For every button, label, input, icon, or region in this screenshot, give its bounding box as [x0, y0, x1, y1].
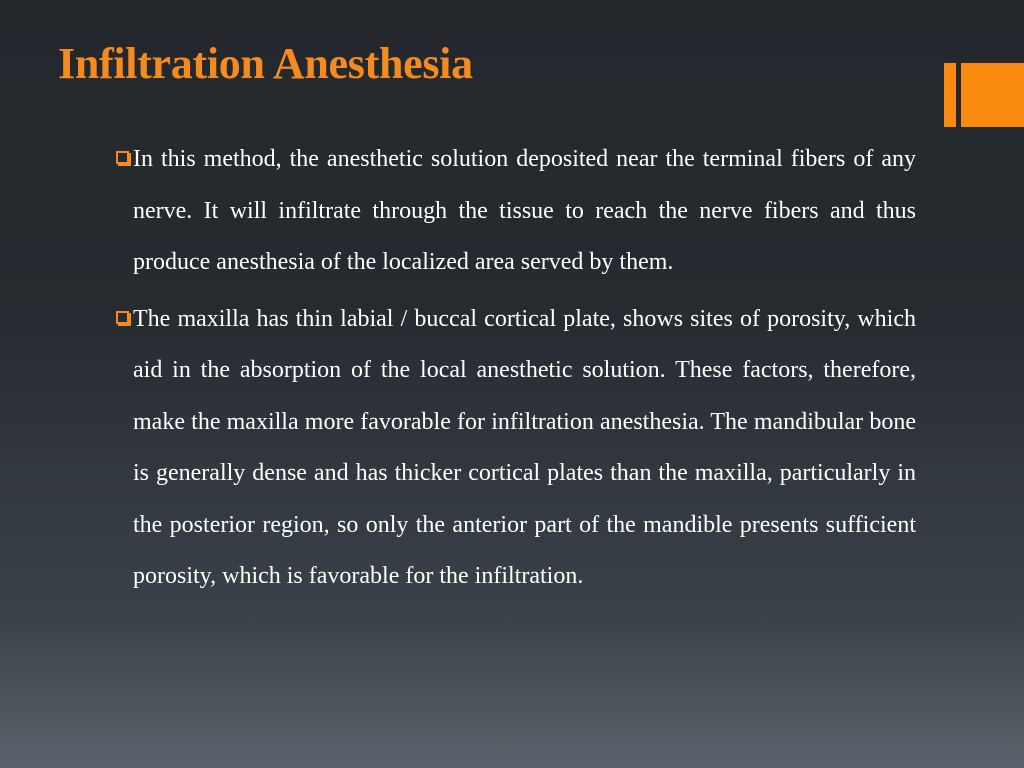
bullet-item-1 [115, 134, 916, 289]
bullet-text-2: The maxilla has thin labial / buccal cortical plate, shows sites of porosity, which aid in the absorption of the local anesthetic solution. These factors, therefore, make the maxilla more favorable for infiltration anesthesia. The mandibular bone is generally dense and has thicker cortical plates than the maxilla, particularly in the posterior region, so only the anterior part of the mandible presents sufficient porosity, which is favorable for the infiltration. [133, 305, 916, 589]
slide-title: Infiltration Anesthesia [58, 39, 473, 88]
bullet-text-1: In this method, the anesthetic solution deposited near the terminal fibers of any nerve. It will infiltrate through the tissue to reach the nerve fibers and thus produce anesthesia of the localized area served by them. [133, 146, 916, 275]
checkbox-bullet-icon [116, 311, 129, 324]
accent-bars-decoration [944, 63, 1024, 127]
bullet-list [115, 134, 916, 608]
accent-bar-thin [944, 63, 956, 127]
accent-bar-wide [961, 63, 1024, 127]
bullet-item-2 [115, 294, 916, 603]
checkbox-bullet-icon [116, 151, 129, 164]
